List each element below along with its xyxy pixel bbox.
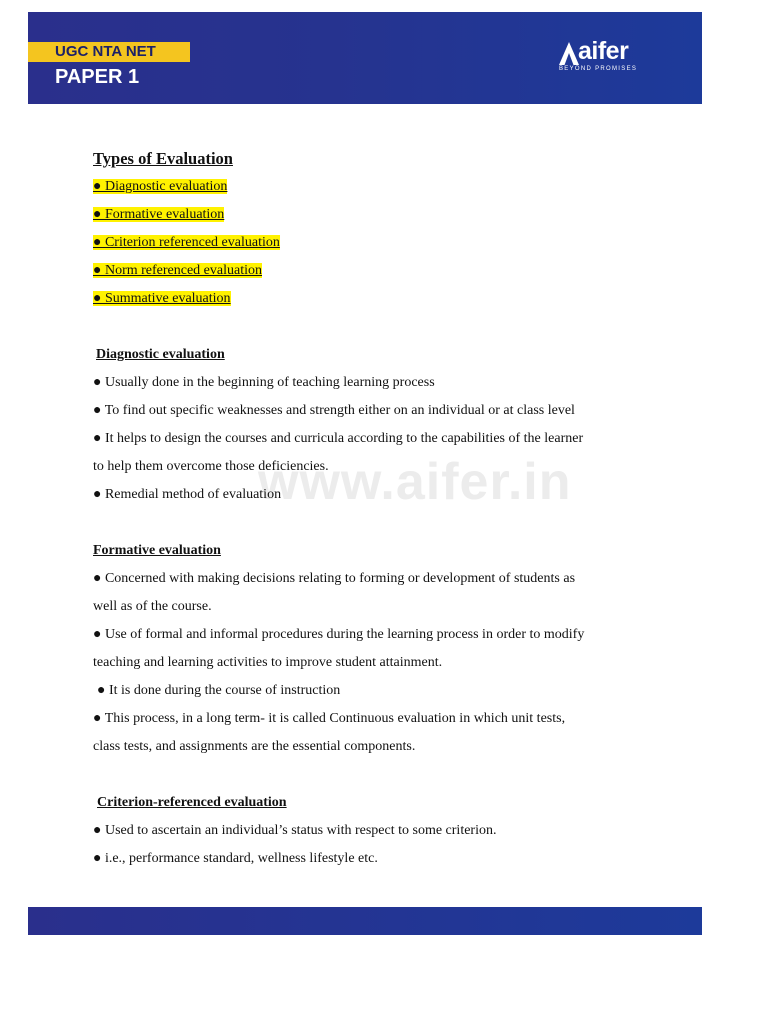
toc-item: ● Diagnostic evaluation xyxy=(93,179,228,194)
body-line: teaching and learning activities to improve student attainment. xyxy=(93,655,443,670)
body-line: ● It is done during the course of instruction xyxy=(97,683,341,698)
toc-item: ● Criterion referenced evaluation xyxy=(93,235,280,250)
section-heading: Diagnostic evaluation xyxy=(96,347,225,362)
watermark: www.aifer.in xyxy=(258,453,572,511)
body-line: class tests, and assignments are the essential components. xyxy=(93,739,416,754)
toc-item: ● Norm referenced evaluation xyxy=(93,263,262,278)
logo-a-icon xyxy=(558,40,580,66)
page-title: Types of Evaluation xyxy=(93,149,233,168)
section-heading: Formative evaluation xyxy=(93,543,221,558)
body-line: ● Usually done in the beginning of teaching learning process xyxy=(93,375,435,390)
body-line: ● Concerned with making decisions relating to forming or development of students as xyxy=(93,571,576,586)
exam-badge: UGC NTA NET xyxy=(28,42,190,62)
toc-item: ● Formative evaluation xyxy=(93,207,225,222)
body-line: ● It helps to design the courses and curricula according to the capabilities of the learner xyxy=(93,431,584,446)
body-line: ● To find out specific weaknesses and strength either on an individual or at class level xyxy=(93,403,575,418)
paper-title: PAPER 1 xyxy=(55,66,140,88)
logo-wordmark: aifer xyxy=(578,37,629,65)
header-banner xyxy=(28,12,702,104)
toc-item: ● Summative evaluation xyxy=(93,291,231,306)
aifer-logo xyxy=(558,37,650,76)
body-line: ● i.e., performance standard, wellness lifestyle etc. xyxy=(93,851,378,866)
body-line: to help them overcome those deficiencies. xyxy=(93,459,329,474)
footer-banner xyxy=(28,907,702,935)
body-line: ● This process, in a long term- it is called Continuous evaluation in which unit tests, xyxy=(93,711,566,726)
body-line: well as of the course. xyxy=(93,599,212,614)
document-body xyxy=(93,146,653,873)
logo-tagline: BEYOND PROMISES xyxy=(559,66,638,72)
body-line: ● Remedial method of evaluation xyxy=(93,487,282,502)
body-line: ● Used to ascertain an individual’s status with respect to some criterion. xyxy=(93,823,497,838)
section-heading: Criterion-referenced evaluation xyxy=(97,795,287,810)
body-line: ● Use of formal and informal procedures during the learning process in order to modify xyxy=(93,627,585,642)
